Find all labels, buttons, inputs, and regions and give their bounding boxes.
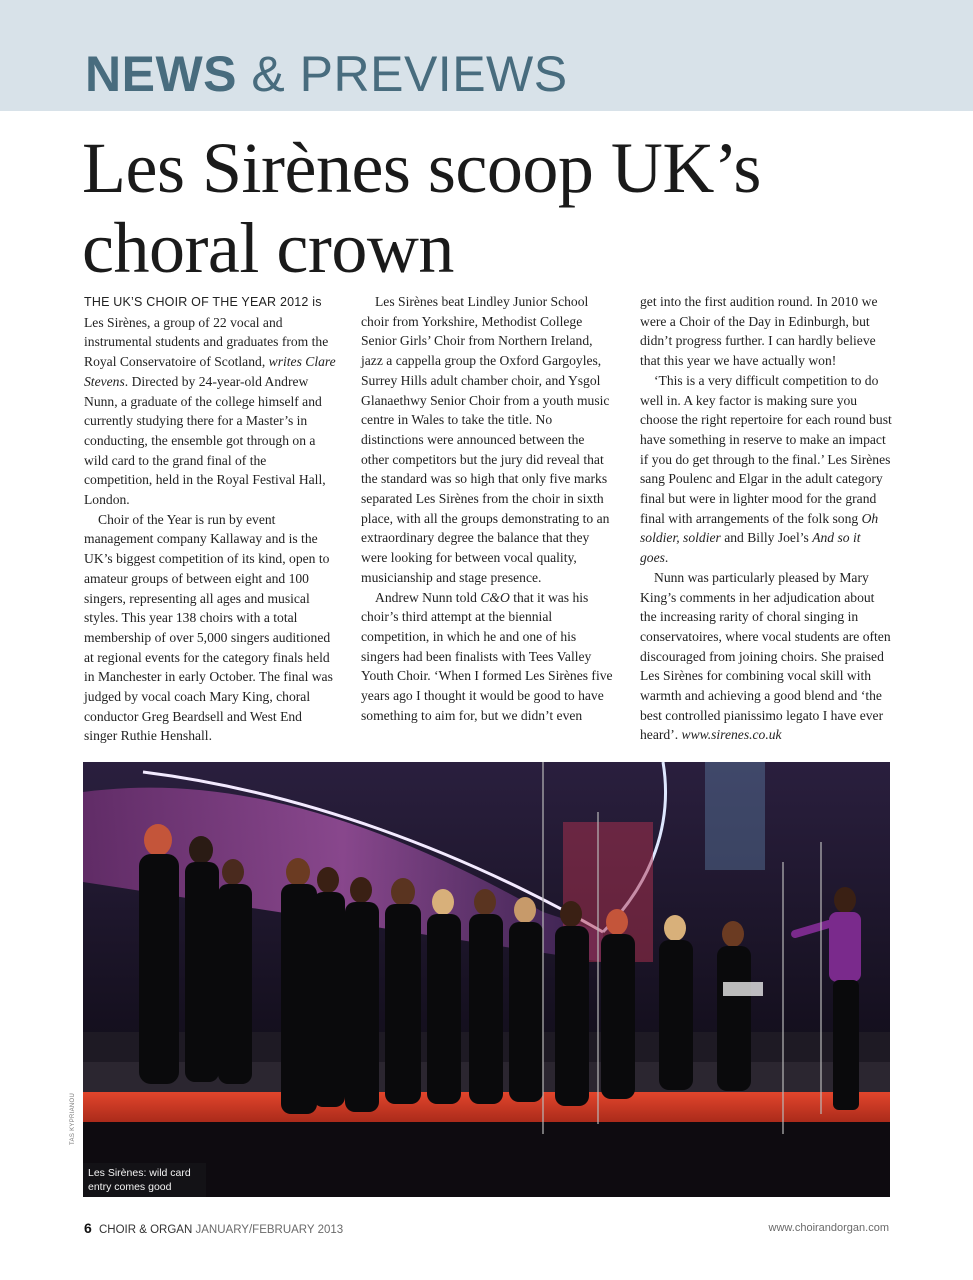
article-headline: Les Sirènes scoop UK’s choral crown: [82, 128, 761, 288]
page-number: 6: [84, 1220, 92, 1236]
song-title: And so it goes: [640, 530, 861, 566]
paragraph: Choir of the Year is run by event management company Kallaway and is the UK’s biggest competition of its kind, open to amateur groups of between eight and 100 singers, representing all ages and musical styles. This year 138 choirs with a total membership of over 5,000 singers auditioned at regional events for the category finals held in Manchester in early October. The final was judged by vocal coach Mary King, choral conductor Greg Beardsell and West End singer Ruthie Henshall.: [84, 511, 333, 744]
paragraph: get into the first audition round. In 2010 we were a Choir of the Day in Edinburgh, but didn’t progress further. I can hardly believe that this year we have actually won!: [640, 294, 878, 369]
paragraph: Nunn was particularly pleased by Mary King’s comments in her adjudication about the increasing rarity of choral singing in conservatoires, where vocal students are often discouraged from joining choirs. She praised Les Sirènes for combining vocal skill with warmth and achieving a good blend and ‘the best controlled pianissimo legato I have ever heard’. www.sirenes.co.uk: [640, 569, 891, 743]
article-column-3: [640, 292, 892, 745]
footer-website-link[interactable]: www.choirandorgan.com: [768, 1222, 889, 1234]
paragraph: Les Sirènes beat Lindley Junior School choir from Yorkshire, Methodist College Senior Girls’ Choir from Northern Ireland, jazz a cappella group the Oxford Gargoyles, Surrey Hills adult chamber choir, and Ysgol Glanaethwy Senior Choir from a youth music centre in Wales to take the title. No distinctions were announced between the other competitors but the jury did reveal that the standard was so high that only five marks separated Les Sirènes from the choir in sixth place, with all the groups demonstrating to an extraordinary degree the balance that they were looking for between vocal quality, musicianship and stage presence.: [361, 294, 610, 585]
magazine-name: CHOIR & ORGAN: [99, 1224, 193, 1236]
issue-date: JANUARY/FEBRUARY 2013: [195, 1224, 344, 1236]
choir-photo-illustration: [83, 762, 890, 1197]
photo-caption: Les Sirènes: wild card entry comes good: [83, 1163, 206, 1197]
article-column-2: [361, 292, 613, 725]
magazine-abbrev: C&O: [480, 589, 510, 605]
section-title: [85, 44, 568, 104]
byline: writes Clare Stevens: [84, 354, 336, 389]
lead-in: THE UK’S CHOIR OF THE YEAR 2012 is: [84, 295, 322, 309]
website-link[interactable]: www.sirenes.co.uk: [681, 727, 782, 743]
paragraph: ‘This is a very difficult competition to do well in. A key factor is making sure you choose the right repertoire for each round bust have something in reserve to make an impact if you do get through to the final.’ Les Sirènes sang Poulenc and Elgar in the adult category final but were in lighter mood for the grand final with arrangements of the folk song Oh soldier, soldier and Billy Joel’s And so it goes.: [640, 372, 892, 566]
section-title-bold: NEWS: [85, 46, 237, 102]
photo-credit: TAS KYPRIANOU: [70, 1092, 76, 1145]
choir-photo: [83, 762, 890, 1197]
song-title: Oh soldier, soldier: [640, 510, 879, 546]
paragraph: THE UK’S CHOIR OF THE YEAR 2012 is Les Sirènes, a group of 22 vocal and instrumental students and graduates from the Royal Conservatoire of Scotland, writes Clare Stevens. Directed by 24-year-old Andrew Nunn, a graduate of the college himself and currently studying there for a Master’s in conducting, the ensemble got through on a wild card to the grand final of the competition, held in the Royal Festival Hall, London.: [84, 295, 336, 508]
page-footer-left: [84, 1220, 343, 1236]
article-column-1: [84, 292, 336, 746]
section-title-light: & PREVIEWS: [251, 46, 568, 102]
paragraph: Andrew Nunn told C&O that it was his choir’s third attempt at the biennial competition, in which he and one of his singers had been finalists with Tees Valley Youth Choir. ‘When I formed Les Sirènes five years ago I thought it would be good to have something to aim for, but we didn’t even: [361, 589, 613, 723]
